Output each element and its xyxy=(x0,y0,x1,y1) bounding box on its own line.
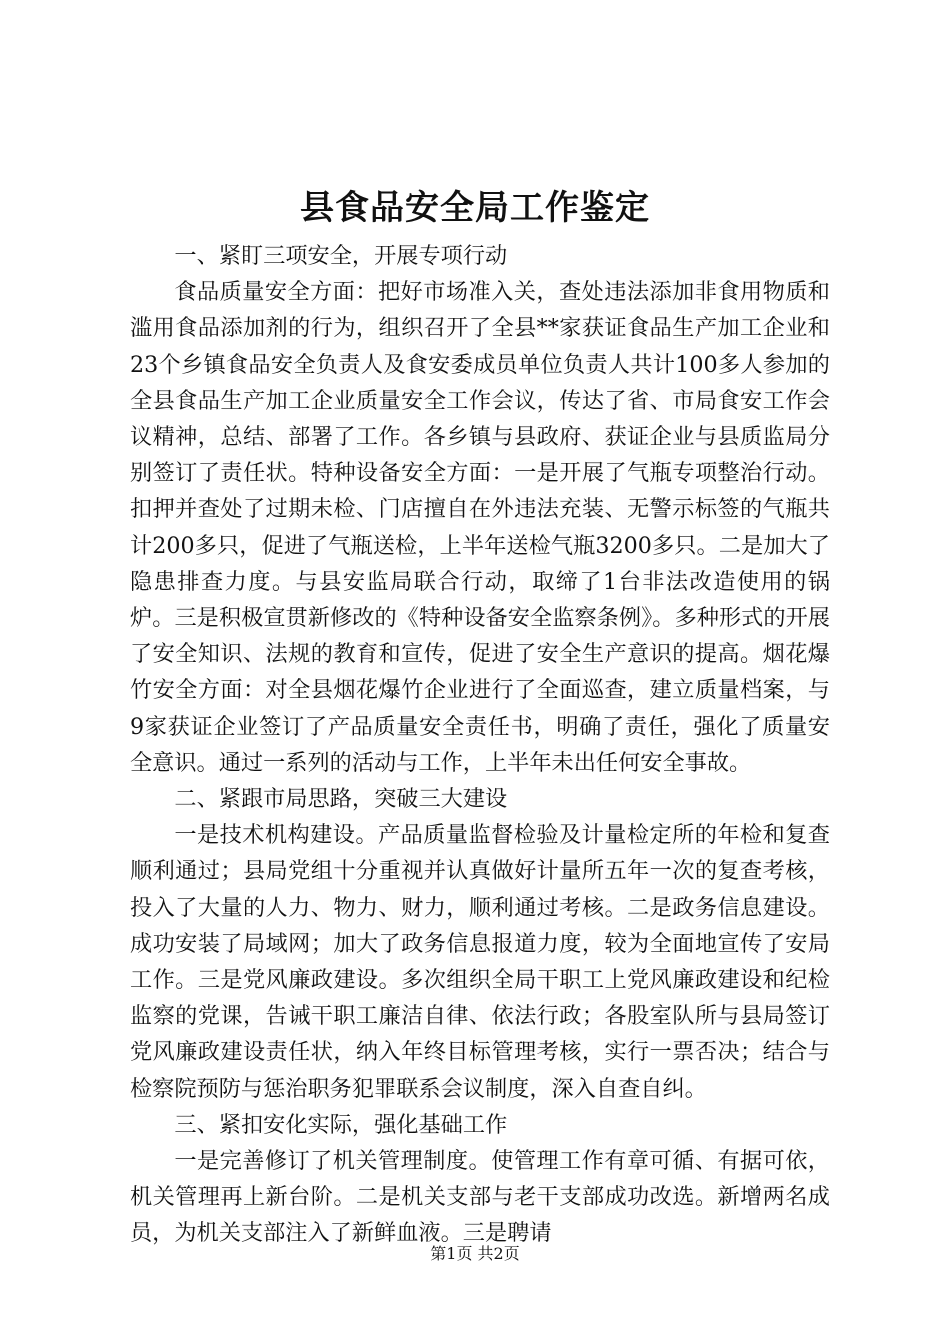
section-paragraph-3: 一是完善修订了机关管理制度。使管理工作有章可循、有据可依，机关管理再上新台阶。二是机关支部与老干支部成功改选。新增两名成员，为机关支部注入了新鲜血液。三是聘请 xyxy=(130,1148,830,1247)
section-heading-1: 一、紧盯三项安全，开展专项行动 xyxy=(174,243,508,269)
section-paragraph-2: 一是技术机构建设。产品质量监督检验及计量检定所的年检和复查顺利通过；县局党组十分重视并认真做好计量所五年一次的复查考核，投入了大量的人力、物力、财力，顺利通过考核。二是政务信息建设。成功安装了局域网；加大了政务信息报道力度，较为全面地宣传了安局工作。三是党风廉政建设。多次组织全局干职工上党风廉政建设和纪检监察的党课，告诫干职工廉洁自律、依法行政；各股室队所与县局签订党风廉政建设责任状，纳入年终目标管理考核，实行一票否决；结合与检察院预防与惩治职务犯罪联系会议制度，深入自查自纠。 xyxy=(130,822,830,1102)
section-paragraph-1: 食品质量安全方面：把好市场准入关，查处违法添加非食用物质和滥用食品添加剂的行为，组织召开了全县**家获证食品生产加工企业和23个乡镇食品安全负责人及食安委成员单位负责人共计100多人参加的全县食品生产加工企业质量安全工作会议，传达了省、市局食安工作会议精神，总结、部署了工作。各乡镇与县政府、获证企业与县质监局分别签订了责任状。特种设备安全方面：一是开展了气瓶专项整治行动。扣押并查处了过期未检、门店擅自在外违法充装、无警示标签的气瓶共计200多只，促进了气瓶送检，上半年送检气瓶3200多只。二是加大了隐患排查力度。与县安监局联合行动，取缔了1台非法改造使用的锅炉。三是积极宣贯新修改的《特种设备安全监察条例》。多种形式的开展了安全知识、法规的教育和宣传，促进了安全生产意识的提高。烟花爆竹安全方面：对全县烟花爆竹企业进行了全面巡查，建立质量档案，与9家获证企业签订了产品质量安全责任书，明确了责任，强化了质量安全意识。通过一系列的活动与工作，上半年未出任何安全事故。 xyxy=(130,279,830,776)
page-footer: 第1页 共2页 xyxy=(430,1244,520,1263)
section-heading-2: 二、紧跟市局思路，突破三大建设 xyxy=(174,786,508,813)
section-heading-3: 三、紧扣安化实际，强化基础工作 xyxy=(174,1111,508,1138)
page-title: 县食品安全局工作鉴定 xyxy=(300,188,650,228)
document-body xyxy=(130,238,830,1252)
